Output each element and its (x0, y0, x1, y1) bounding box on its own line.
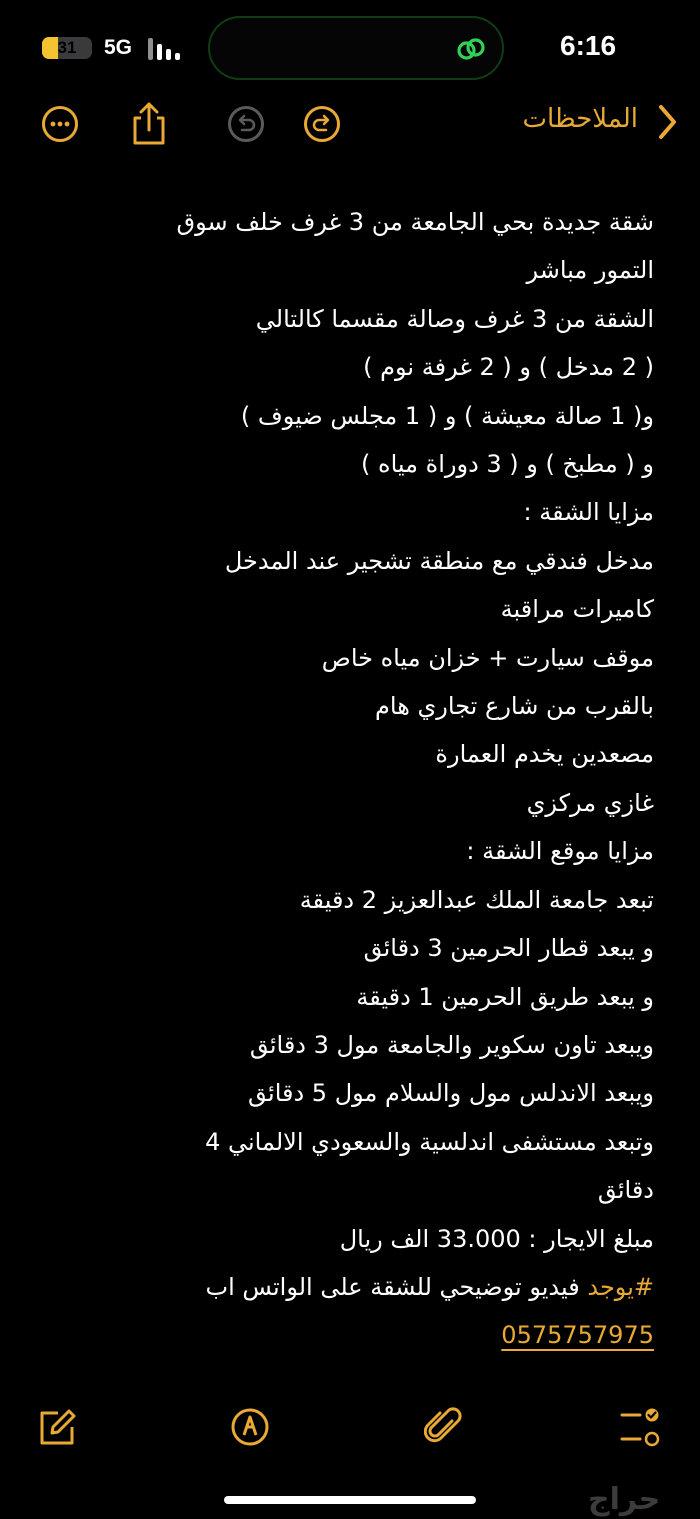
battery-indicator (42, 37, 92, 59)
note-line-phone (54, 1311, 654, 1359)
more-button[interactable] (42, 106, 78, 142)
chevron-left-icon[interactable] (658, 104, 678, 140)
note-line: مبلغ الايجار : 33.000 الف ريال (339, 1224, 654, 1253)
clock: 6:16 (560, 30, 617, 61)
note-line: موقف سيارت + خزان مياه خاص (321, 643, 654, 672)
hashtag-text: فيديو توضيحي للشقة على الواتس اب (205, 1272, 588, 1301)
note-line: شقة جديدة بحي الجامعة من 3 غرف خلف سوق (176, 208, 654, 236)
note-line-hashtag (54, 1263, 654, 1311)
note-line: و ( مطبخ ) و ( 3 دوراة مياه ) (361, 450, 654, 479)
note-line: مصعدين يخدم العمارة (435, 740, 654, 769)
note-body[interactable] (54, 198, 654, 1360)
bottom-toolbar (0, 1395, 700, 1465)
note-line: و يبعد قطار الحرمين 3 دقائق (363, 934, 654, 963)
note-line: دقائق (597, 1176, 654, 1205)
note-line: كاميرات مراقبة (500, 595, 654, 624)
undo-button[interactable] (228, 106, 264, 142)
note-line: تبعد جامعة الملك عبدالعزيز 2 دقيقة (299, 885, 654, 914)
network-type: 5G (104, 36, 133, 59)
phone-link[interactable]: 0575757975 (501, 1321, 654, 1350)
note-line: ويبعد الاندلس مول والسلام مول 5 دقائق (248, 1079, 654, 1108)
markup-pen-icon[interactable] (230, 1407, 270, 1447)
note-line: الشقة من 3 غرف وصالة مقسما كالتالي (255, 304, 654, 333)
note-line: مزايا الشقة : (523, 498, 654, 527)
note-line: و يبعد طريق الحرمين 1 دقيقة (356, 982, 654, 1011)
home-indicator (224, 1496, 476, 1504)
share-icon[interactable] (128, 100, 170, 146)
status-bar (0, 0, 700, 95)
redo-icon (307, 109, 337, 139)
redo-button[interactable] (304, 106, 340, 142)
compose-icon[interactable] (38, 1407, 78, 1447)
note-line: غازي مركزي (526, 788, 654, 817)
back-label[interactable]: الملاحظات (522, 104, 638, 134)
note-line: و( 1 صالة معيشة ) و ( 1 مجلس ضيوف ) (240, 401, 654, 430)
note-line: مدخل فندقي مع منطقة تشجير عند المدخل (224, 546, 654, 575)
dynamic-island (208, 16, 504, 80)
haraj-watermark: حراج (588, 1482, 661, 1517)
battery-percent: 31 (57, 38, 77, 57)
paperclip-icon[interactable] (424, 1407, 464, 1447)
note-line: ( 2 مدخل ) و ( 2 غرفة نوم ) (363, 353, 654, 382)
link-icon (456, 34, 486, 64)
more-icon (45, 109, 75, 139)
note-line: بالقرب من شارع تجاري هام (375, 692, 654, 721)
checklist-icon[interactable] (620, 1407, 660, 1447)
undo-icon (231, 109, 261, 139)
note-line: ويبعد تاون سكوير والجامعة مول 3 دقائق (249, 1030, 654, 1059)
note-line: وتبعد مستشفى اندلسية والسعودي الالماني 4 (205, 1127, 654, 1156)
hashtag-link[interactable]: #يوجد (587, 1272, 654, 1301)
note-line: التمور مباشر (526, 256, 654, 285)
signal-icon (148, 38, 188, 60)
note-line: مزايا موقع الشقة : (466, 837, 654, 866)
